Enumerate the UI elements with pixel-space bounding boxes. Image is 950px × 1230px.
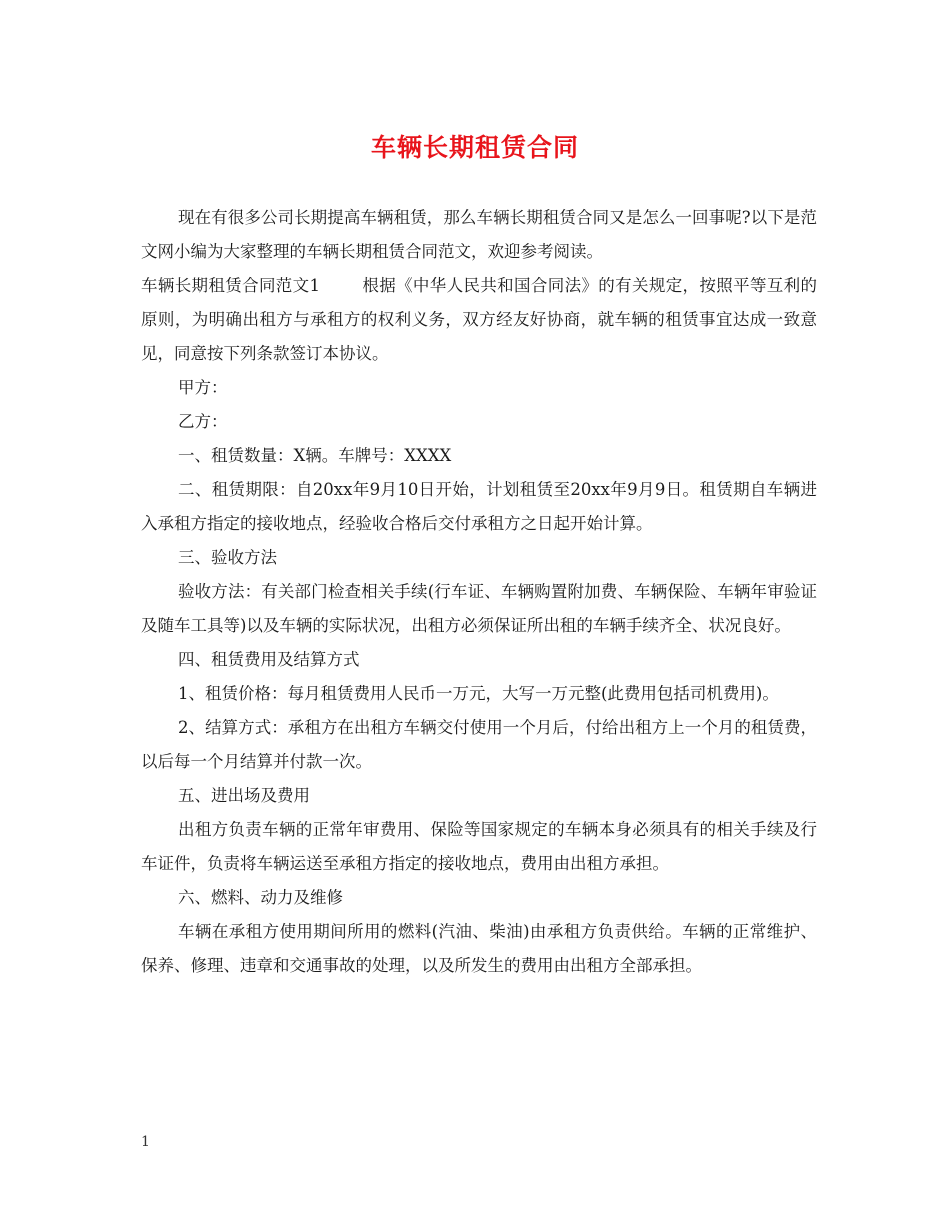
- clause-1: 一、租赁数量：X辆。车牌号：XXXX: [178, 446, 452, 465]
- document-body: [141, 201, 817, 983]
- clause-4-heading: 四、租赁费用及结算方式: [178, 650, 360, 669]
- clause-5-heading: 五、进出场及费用: [178, 786, 310, 805]
- document-title: 车辆长期租赁合同: [370, 133, 579, 162]
- clause-2: 二、租赁期限：自20xx年9月10日开始，计划租赁至20xx年9月9日。租赁期自车辆进入承租方指定的接收地点，经验收合格后交付承租方之日起开始计算。: [141, 480, 817, 533]
- clause-3-heading: 三、验收方法: [178, 548, 277, 567]
- sample-heading: 车辆长期租赁合同范文1: [141, 276, 321, 295]
- intro-paragraph: 现在有很多公司长期提高车辆租赁，那么车辆长期租赁合同又是怎么一回事呢?以下是范文网小编为大家整理的车辆长期租赁合同范文，欢迎参考阅读。: [141, 208, 817, 261]
- clause-4-1: 1、租赁价格：每月租赁费用人民币一万元，大写一万元整(此费用包括司机费用)。: [178, 684, 779, 703]
- clause-5-text: 出租方负责车辆的正常年审费用、保险等国家规定的车辆本身必须具有的相关手续及行车证件，负责将车辆运送至承租方指定的接收地点，费用由出租方承担。: [141, 820, 817, 873]
- sample-paragraph: [141, 269, 817, 371]
- page-number: 1: [141, 1134, 150, 1150]
- party-a-label: 甲方：: [178, 378, 228, 397]
- clause-6-text: 车辆在承租方使用期间所用的燃料(汽油、柴油)由承租方负责供给。车辆的正常维护、保养、修理、违章和交通事故的处理，以及所发生的费用由出租方全部承担。: [141, 922, 817, 975]
- clause-6-heading: 六、燃料、动力及维修: [178, 888, 343, 907]
- clause-4-2: 2、结算方式：承租方在出租方车辆交付使用一个月后，付给出租方上一个月的租赁费，以后每一个月结算并付款一次。: [141, 718, 817, 771]
- sample-text: 根据《中华人民共和国合同法》的有关规定，按照平等互利的原则，为明确出租方与承租方的权利义务，双方经友好协商，就车辆的租赁事宜达成一致意见，同意按下列条款签订本协议。: [141, 276, 818, 363]
- clause-3-text: 验收方法：有关部门检查相关手续(行车证、车辆购置附加费、车辆保险、车辆年审验证及随车工具等)以及车辆的实际状况，出租方必须保证所出租的车辆手续齐全、状况良好。: [141, 582, 817, 635]
- party-b-label: 乙方：: [178, 412, 228, 431]
